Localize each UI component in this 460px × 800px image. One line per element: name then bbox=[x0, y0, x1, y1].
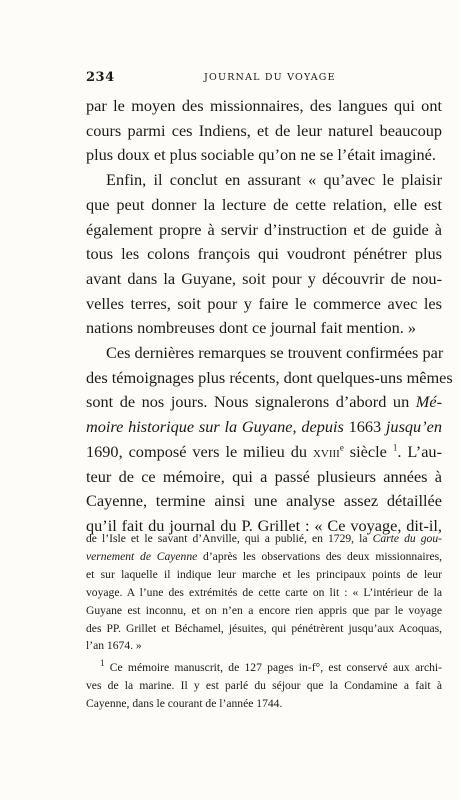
text-segment: sont de nos jours. Nous signalerons d’abord un bbox=[86, 392, 416, 412]
text-line: cours parmi ces Indiens, et de leur naturel beaucoup bbox=[86, 120, 442, 140]
footnote-line: Cayenne, dans le courant de l’année 1744. bbox=[86, 697, 283, 711]
footnote-line bbox=[86, 548, 442, 566]
footnote-line: et sur laquelle il indique leur marche et les principaux points de leur bbox=[86, 567, 442, 581]
footnote-line: voyage. A l’une des extrémités de cette carte on lit : « L’intérieur de la bbox=[86, 585, 442, 599]
footnote-number: 1 bbox=[100, 658, 105, 669]
italic-title: Mé- bbox=[415, 392, 442, 412]
text-line: tous les colons françois qui voudront pénétrer plus bbox=[86, 244, 442, 264]
text-segment: d’après les observations des deux missionnaires, bbox=[197, 549, 442, 563]
text-line: par le moyen des missionnaires, des langues qui ont bbox=[86, 96, 442, 115]
text-line: que peut donner la lecture de cette relation, elle est bbox=[86, 194, 442, 214]
italic-title: Carte du gou- bbox=[372, 532, 442, 545]
year: 1663 bbox=[348, 417, 382, 437]
text-line: velles terres, soit pour y faire le commerce avec les bbox=[86, 293, 442, 313]
text-line: qu’il fait du journal du P. Grillet : « Ce voyage, dit-il, bbox=[86, 515, 442, 535]
century: xviii bbox=[312, 441, 340, 461]
footnote-marker: 1 bbox=[392, 442, 398, 453]
text-line: plus doux et plus sociable qu’on ne se l’était imaginé. bbox=[86, 145, 436, 165]
footnote-line: Guyane est inconnu, et on n’en a encore rien appris que par le voyage bbox=[86, 603, 442, 617]
footnotes bbox=[86, 530, 442, 713]
text-line: nations nombreuses dont ce journal fait mention. » bbox=[86, 318, 417, 338]
text-line: Ces dernières remarques se trouvent confirmées par bbox=[106, 343, 444, 363]
page-header bbox=[86, 70, 442, 88]
text-line bbox=[86, 390, 442, 415]
text-line: Cayenne, termine ainsi une analyse assez détaillée bbox=[86, 491, 442, 511]
text-line bbox=[86, 415, 442, 440]
footnote-line bbox=[86, 530, 442, 548]
footnote-line: des PP. Grillet et Béchamel, jésuites, qui pénétrèrent jusqu’aux Acoquas, bbox=[86, 621, 442, 635]
running-head: JOURNAL DU VOYAGE bbox=[204, 72, 336, 83]
century-sup: e bbox=[339, 442, 344, 453]
text-segment: de l’Isle et le savant d’Anville, qui a publié, en 1729, la bbox=[86, 532, 373, 545]
text-segment: Ce mémoire manuscrit, de 127 pages in-f°, est conservé aux archi- bbox=[109, 661, 443, 675]
text-segment: . L’au- bbox=[397, 441, 442, 461]
text-line: avant dans la Guyane, soit pour y découvrir de nou- bbox=[86, 268, 442, 288]
footnote-line bbox=[86, 659, 442, 677]
text-line: des témoignages plus récents, dont quelques-uns mêmes bbox=[86, 367, 453, 387]
page-number: 234 bbox=[86, 70, 115, 85]
text-line: également propre à servir d’instruction et de guide à bbox=[86, 219, 442, 239]
text-segment: 1690, composé vers le milieu du bbox=[86, 441, 307, 461]
main-text bbox=[86, 94, 453, 539]
footnote-line: ves de la marine. Il y est parlé du séjour que la Condamine a fait à bbox=[86, 679, 442, 693]
text-line: teur de ce mémoire, qui a passé plusieurs années à bbox=[86, 466, 442, 486]
italic-title: moire historique sur la Guyane, depuis bbox=[86, 417, 344, 437]
italic-title: jusqu’en bbox=[385, 417, 442, 437]
italic-title: vernement de Cayenne bbox=[86, 549, 198, 563]
text-line bbox=[86, 440, 442, 465]
text-line: Enfin, il conclut en assurant « qu’avec le plaisir bbox=[106, 170, 442, 190]
text-segment: siècle bbox=[343, 441, 387, 461]
footnote-line: l’an 1674. » bbox=[86, 639, 142, 653]
